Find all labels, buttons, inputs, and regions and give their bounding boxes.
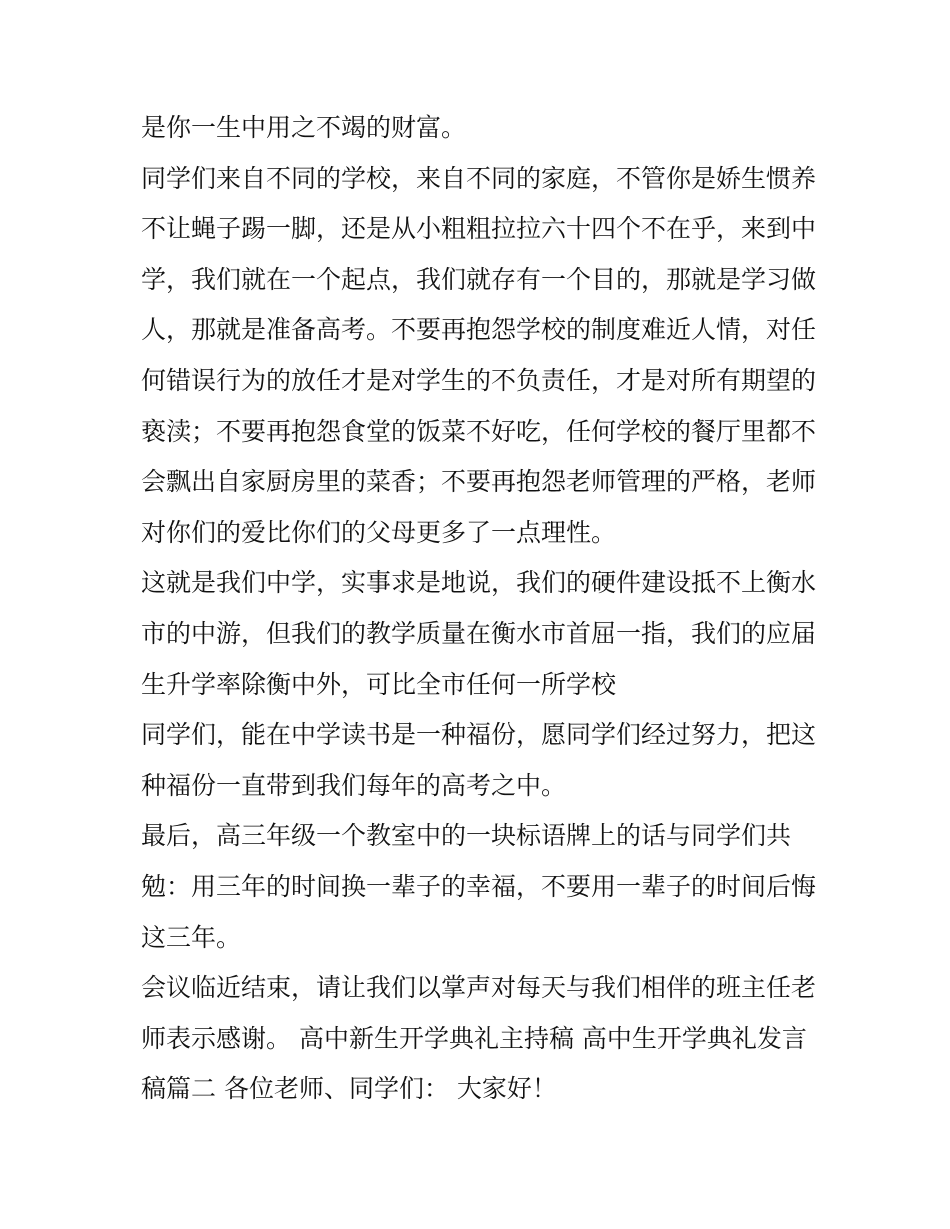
text-line: 稿篇二 各位老师、同学们： 大家好！ [141, 1074, 557, 1104]
document-body [141, 108, 821, 1120]
text-line: 学，我们就在一个起点，我们就存有一个目的，那就是学习做 [141, 264, 817, 294]
text-line: 会飘出自家厨房里的菜香；不要再抱怨老师管理的严格，老师 [141, 467, 817, 497]
text-line: 会议临近结束，请让我们以掌声对每天与我们相伴的班主任老 [141, 973, 817, 1003]
text-line: 这三年。 [141, 922, 242, 952]
text-line: 生升学率除衡中外，可比全市任何一所学校 [141, 669, 617, 699]
text-line: 勉：用三年的时间换一辈子的幸福，不要用一辈子的时间后悔 [141, 871, 817, 901]
text-line: 市的中游，但我们的教学质量在衡水市首屈一指，我们的应届 [141, 618, 817, 648]
text-line: 何错误行为的放任才是对学生的不负责任，才是对所有期望的 [141, 365, 817, 395]
text-line: 同学们，能在中学读书是一种福份，愿同学们经过努力，把这 [141, 720, 817, 750]
text-line: 不让蝇子踢一脚，还是从小粗粗拉拉六十四个不在乎，来到中 [141, 214, 817, 244]
text-line: 师表示感谢。 高中新生开学典礼主持稿 高中生开学典礼发言 [141, 1023, 807, 1053]
text-line: 亵渎；不要再抱怨食堂的饭菜不好吃，任何学校的餐厅里都不 [141, 416, 817, 446]
text-line: 种福份一直带到我们每年的高考之中。 [141, 770, 567, 800]
text-line: 对你们的爱比你们的父母更多了一点理性。 [141, 517, 617, 547]
text-line: 这就是我们中学，实事求是地说，我们的硬件建设抵不上衡水 [141, 568, 817, 598]
text-line: 人，那就是准备高考。不要再抱怨学校的制度难近人情，对任 [141, 315, 817, 345]
text-line: 是你一生中用之不竭的财富。 [141, 113, 467, 142]
text-line: 最后，高三年级一个教室中的一块标语牌上的话与同学们共 [141, 821, 792, 851]
text-line: 同学们来自不同的学校，来自不同的家庭，不管你是娇生惯养 [141, 163, 817, 193]
